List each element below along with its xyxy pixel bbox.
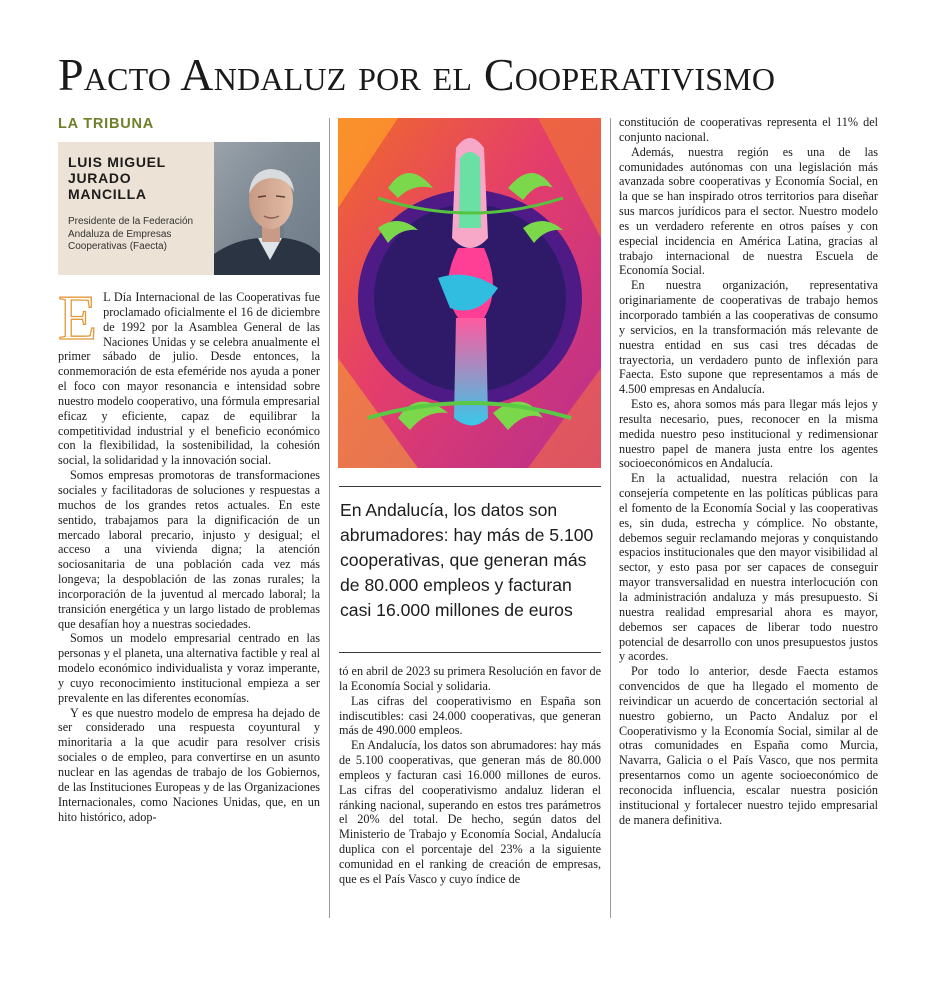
section-tag: LA TRIBUNA bbox=[58, 116, 155, 132]
author-role: Presidente de la Federación Andaluza de Empresas Cooperativas (Faecta) bbox=[68, 216, 194, 253]
headline: Pacto Andaluz por el Cooperativismo bbox=[58, 49, 776, 100]
pull-quote: En Andalucía, los datos son abrumadores: hay más de 5.100 cooperativas, que generan más de 80.000 empleos y facturan casi 16.000 millones de euros bbox=[340, 500, 594, 620]
author-box bbox=[58, 142, 320, 275]
col2-paragraph-2: Las cifras del cooperativismo en España son indiscutibles: casi 24.000 cooperativas, que generan más de 490.000 empleos. bbox=[339, 693, 601, 738]
column-2 bbox=[339, 664, 601, 887]
pull-quote-rule-bottom bbox=[339, 652, 601, 653]
col2-paragraph-3: En Andalucía, los datos son abrumadores: hay más de 5.100 cooperativas, que generan más de 80.000 empleos y facturan casi 16.000 millones de euros. Las cifras del cooperativismo andaluz lideran el ránking nacional, superando en estos tres parámetros el 20% del total. De hecho, según datos del Ministerio de Trabajo y Economía Social, Andalucía duplica con el porcentaje del 23% a la siguiente comunidad en el ranking de creación de empresas, que es el País Vasco y cuyo índice de bbox=[339, 738, 601, 886]
col1-paragraph-2: Somos empresas promotoras de transformaciones sociales y facilitadoras de soluciones y respuestas a muchos de los grandes retos actuales. En este sentido, trabajamos para la dignificación de un mercado laboral precario, injusto y desigual; el acceso a una vivienda digna; la atención sociosanitaria de una población cada vez más longeva; la despoblación de las zonas rurales; la incorporación de la juventud al mercado laboral; la transición energética y un largo listado de problemas que desafían hoy a nuestras sociedades. bbox=[58, 468, 320, 631]
cooperation-illustration bbox=[338, 118, 601, 468]
author-name: LUIS MIGUEL JURADO MANCILLA bbox=[68, 154, 166, 202]
column-rule-left bbox=[329, 118, 330, 918]
col2-paragraph-1: tó en abril de 2023 su primera Resolución en favor de la Economía Social y solidaria. bbox=[339, 664, 601, 693]
drop-cap: E bbox=[58, 282, 98, 353]
col1-paragraph-1: L Día Internacional de las Cooperativas fue proclamado oficialmente el 16 de diciembre de 1992 por la Asamblea General de las Naciones Unidas y se celebra anualmente el primer sábado de julio. Desde entonces, la conmemoración de esta efeméride nos ayuda a poner el foco con mayor resonancia e intensidad sobre nuestro modelo cooperativo, una fórmula empresarial eficaz y eficiente, capaz de equilibrar la competitividad industrial y el beneficio económico con la flexibilidad, la sostenibilidad, la cohesión social, la solidaridad y la innovación social. bbox=[58, 290, 320, 468]
col3-paragraph-4: Esto es, ahora somos más para llegar más lejos y resulta necesario, pues, reconocer en la misma medida nuestro peso institucional y redimensionar nuestro papel de manera justa entre los agentes socioeconómicos en Andalucía. bbox=[619, 397, 878, 471]
column-rule-right bbox=[610, 118, 611, 918]
col3-paragraph-1: constitución de cooperativas representa el 11% del conjunto nacional. bbox=[619, 115, 878, 144]
pull-quote-rule-top bbox=[339, 486, 601, 487]
column-3 bbox=[619, 115, 878, 828]
col3-paragraph-5: En la actualidad, nuestra relación con la consejería competente en las políticas públicas para el fomento de la Economía Social y las cooperativas es, sin duda, estrecha y cómplice. No obstante, debemos seguir reclamando mejoras y conquistando espacios institucionales que den mayor visibilidad al sector, y esto pasa por ser capaces de conseguir mayor transversalidad en nuestra interlocución con la administración andaluza y más presupuesto. Si nuestra realidad empresarial ahora es mayor, debemos ser capaces de liberar todo nuestro potencial de desarrollo con unos presupuestos justos y acordes. bbox=[619, 471, 878, 664]
col3-paragraph-3: En nuestra organización, representativa originariamente de cooperativas de trabajo hemos incorporado también a las cooperativas de consumo y servicios, en la transformación más relevante de nuestra entidad en sus casi tres décadas de trayectoria, un verdadero punto de inflexión para Faecta. Esto supone que representamos a más de 4.500 empresas en Andalucía. bbox=[619, 278, 878, 397]
col3-paragraph-2: Además, nuestra región es una de las comunidades autónomas con una legislación más avanzada sobre cooperativas y Economía Social, en la que se han inspirado otros territorios para diseñar sus marcos jurídicos para el sector. Nuestro modelo es un verdadero referente en otros países y con especial incidencia en América Latina, gracias al trabajo internacional de nuestra Escuela de Economía Social. bbox=[619, 144, 878, 278]
col3-paragraph-6: Por todo lo anterior, desde Faecta estamos convencidos de que ha llegado el momento de reivindicar un acuerdo de concertación sectorial al nuestro gobierno, un Pacto Andaluz por el Cooperativismo y la Economía Social, similar al de otras comunidades en España como Murcia, Navarra, Galicia o el País Vasco, que nos permita presentarnos como un agente socioeconómico de reconocida influencia, escalar nuestra posición institucional y fortalecer nuestro tejido empresarial de manera definitiva. bbox=[619, 664, 878, 827]
author-portrait bbox=[214, 142, 320, 275]
col1-paragraph-3: Somos un modelo empresarial centrado en las personas y el planeta, una alternativa factible y real al modelo económico individualista y voraz imperante, y cuyo reconocimiento institucional empieza a ser prevalente en las diferentes economías. bbox=[58, 631, 320, 705]
col1-paragraph-4: Y es que nuestro modelo de empresa ha dejado de ser considerado una respuesta coyuntural y minoritaria a la que acudir para resolver crisis sociales o de empleo, para convertirse en un asunto nuclear en las agendas de trabajo de los Gobiernos, de las Instituciones Europeas y de las Organizaciones Internacionales, como Naciones Unidas, que, en un hito histórico, adop- bbox=[58, 705, 320, 824]
column-1 bbox=[58, 282, 320, 824]
